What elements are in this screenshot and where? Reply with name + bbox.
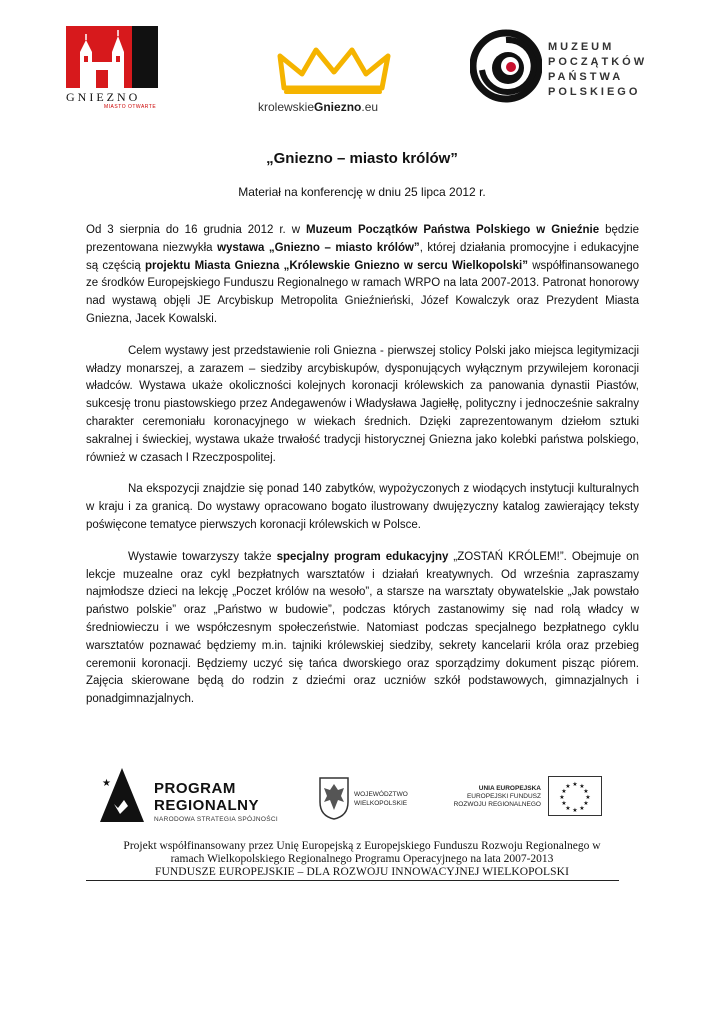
paragraph-1: Od 3 sierpnia do 16 grudnia 2012 r. w Muzeum Początków Państwa Polskiego w Gnieźnie będzie prezentowana niezwykła wystawa „Gniezno – miasto królów”, której działania promocyjne i edukacyjne są częścią projektu Miasta Gniezna „Królewskie Gniezno w sercu Wielkopolski” współfinansowanego ze środków Europejskiego Funduszu Regionalnego w ramach WRPO na lata 2007-2013. Patronat honorowy nad wystawą objęli JE Arcybiskup Metropolita Gnieźnieński, Józef Kowalczyk oraz Prezydent Miasta Gniezna, Jacek Kowalski. xyxy=(86,224,639,325)
program-line3: NARODOWA STRATEGIA SPÓJNOŚCI xyxy=(154,816,278,823)
krolewskie-gniezno-text: krolewskieGniezno.eu xyxy=(258,100,379,114)
krolewskie-gniezno-logo xyxy=(258,44,408,114)
program-regionalny-icon xyxy=(96,764,148,826)
wojewodztwo-logo xyxy=(318,776,428,826)
gniezno-logo-name: GNIEZNO xyxy=(66,90,141,104)
svg-text:★: ★ xyxy=(585,794,591,801)
eu-flag-icon xyxy=(548,776,602,816)
footer-line2: ramach Wielkopolskiego Regionalnego Programu Operacyjnego na lata 2007-2013 xyxy=(170,853,554,865)
gniezno-castle-icon xyxy=(66,22,158,90)
svg-text:★: ★ xyxy=(102,778,111,789)
header-logos xyxy=(60,20,670,115)
svg-text:★: ★ xyxy=(579,783,585,790)
museum-name: MUZEUM POCZĄTKÓW PAŃSTWA POLSKIEGO xyxy=(548,41,648,98)
svg-text:★: ★ xyxy=(132,787,140,796)
svg-text:★: ★ xyxy=(565,805,571,812)
footer-logos xyxy=(96,764,616,832)
svg-text:★: ★ xyxy=(565,783,571,790)
footer-text xyxy=(80,840,644,879)
document-body xyxy=(86,222,639,723)
svg-text:★: ★ xyxy=(561,800,567,807)
paragraph-2: Celem wystawy jest przedstawienie roli Gniezna - pierwszej stolicy Polski jako miejsca legitymizacji władzy monarszej, a zarazem – siedziby arcybiskupów, dysponujących wyłącznym przywilejem koronacji władców. Wystawa ukaże okoliczności kolejnych koronacji królewskich za panowania dynastii Piastów, sukcesję tronu piastowskiego przez Andegawenów i Władysława Jagiełłę, polityczny i jednocześnie sakralny charakter ceremoniału koronacyjnego w wiekach średnich. Dzięki zaprezentowanym dziełom sztuki sakralnej i świeckiej, wystawa ukaże trwałość tradycji historycznej Gniezna jako kolebki państwa polskiego, również w czasach I Rzeczpospolitej. xyxy=(86,344,639,464)
program-line2: REGIONALNY xyxy=(154,797,260,814)
svg-text:★: ★ xyxy=(572,807,578,814)
svg-text:★: ★ xyxy=(572,781,578,788)
eu-label: UNIA EUROPEJSKA EUROPEJSKI FUNDUSZ ROZWOJU REGIONALNEGO xyxy=(453,785,541,808)
footer-line3: FUNDUSZE EUROPEJSKIE – DLA ROZWOJU INNOWACYJNEJ WIELKOPOLSKI xyxy=(154,866,570,878)
svg-text:★: ★ xyxy=(583,788,589,795)
museum-logo xyxy=(470,24,670,114)
footer-divider xyxy=(86,880,619,881)
eagle-crest-icon xyxy=(318,776,350,820)
eu-logo xyxy=(446,776,606,822)
paragraph-3: Na ekspozycji znajdzie się ponad 140 zabytków, wypożyczonych z wiodących instytucji kulturalnych w kraju i za granicą. Do wystawy opracowano bogato ilustrowany dwujęzyczny katalog zawierający teksty poświęcone tematyce pierwszych koronacji królewskich w Polsce. xyxy=(86,483,639,531)
paragraph-4: Wystawie towarzyszy także specjalny program edukacyjny „ZOSTAŃ KRÓLEM!”. Obejmuje on lekcje muzealne oraz cykl bezpłatnych warsztatów i działań kreatywnych. Od września zapraszamy najmłodsze dzieci na lekcję „Poczet królów na wesoło”, a starsze na warsztaty obywatelskie „Jak powstało państwo polskie” oraz „Państwo w budowie”, podczas których zastanowimy się nad rolą władcy w średniowieczu i we współczesnym społeczeństwie. Natomiast podczas specjalnego bezpłatnego cyklu warsztatów poznawać będziemy m.in. tajniki królewskiej siedziby, sekrety kancelarii króla oraz przebieg ceremonii koronacji. Będziemy uczyć się tańca dworskiego oraz sporządzimy dokument pisząc piórem. Zajęcia skierowane będą do rodzin z dziećmi oraz uczniów szkół podstawowych, gimnazjalnych i ponadgimnazjalnych. xyxy=(86,550,639,706)
svg-text:★: ★ xyxy=(583,800,589,807)
svg-text:★: ★ xyxy=(579,805,585,812)
wojewodztwo-label: WOJEWÓDZTWO WIELKOPOLSKIE xyxy=(354,791,408,807)
crown-icon xyxy=(276,44,396,96)
footer-line1: Projekt współfinansowany przez Unię Europejską z Europejskiego Funduszu Rozwoju Regionalnego w xyxy=(123,840,601,852)
svg-text:★: ★ xyxy=(561,788,567,795)
program-regionalny-logo xyxy=(96,764,278,828)
document-subtitle: Materiał na konferencję w dniu 25 lipca 2012 r. xyxy=(238,185,486,199)
museum-spiral-icon xyxy=(470,26,542,106)
gniezno-logo-sub: MIASTO OTWARTE xyxy=(104,104,157,110)
svg-text:★: ★ xyxy=(559,794,565,801)
document-title: „Gniezno – miasto królów” xyxy=(266,150,458,167)
gniezno-logo xyxy=(66,22,158,112)
program-line1: PROGRAM xyxy=(154,780,236,797)
